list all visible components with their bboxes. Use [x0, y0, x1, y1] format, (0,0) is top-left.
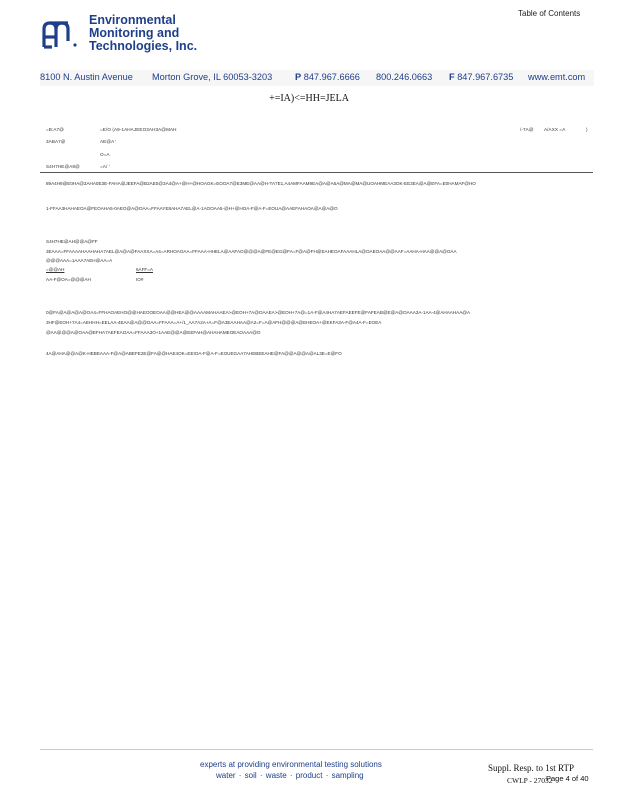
phone-number: [295, 72, 360, 82]
tollfree-number: 800.246.0663: [376, 72, 433, 82]
footer-services: water · soil · waste · product · sampling: [216, 771, 364, 780]
phone-value: 847.967.6666: [303, 72, 360, 82]
paragraph-3-line-2: 3HF@EOH+7A4=AEHHH=EELAA-4EAA@A@@OAA=FFAAA=A+/1_AA7A2A+A=F@A3EAAHAA@A2=F=A@AFH@@@A@EHEOA+@EKFA3A-F@A4A-F=EOEA: [46, 320, 382, 325]
field-right-mark: ): [586, 127, 588, 132]
paragraph-1: 89A4H9@E0HA@3AHA0E3E-FAHA@JEEFA@B2AE0@3A4@A+@H+@HOAGK=EOOA7@E3ME@AA@H-TA7E1,A4AMFAAM9EA@A@A5A@MA@MA@UOAHMEAA3OK-EE3EA@A@EFA=E0HAMAF@HO: [46, 181, 476, 186]
footer-tagline: experts at providing environmental testing solutions: [200, 760, 382, 769]
field-divider: [40, 172, 593, 173]
bates-number: CWLP - 27032: [507, 776, 553, 785]
paragraph-3-line-3: @AA@@@A@OAA@EFHA7AEFEAOAA=FFAAA3O+1AAE@@A@EEFAH@AHAHAMEOEAOAAA@O: [46, 330, 261, 335]
paragraph-4: 4A@AHA@@A@K-HEBEAAA-F@A@ABEFE2E@FA@@HAE4OK=EEIOA-F@A-F=EOUEGAA7AHEBEEAHE@FA@@A@@A@AL3E=E@FO: [46, 351, 342, 356]
section-row-right-label: 6AFF=A: [136, 267, 153, 272]
city-address: Morton Grove, IL 60053-3203: [152, 72, 273, 82]
field-1-value: =E/O (A9-1AHAJEEO3AH3A@MAH: [100, 127, 177, 132]
field-right-label: /-7A@: [520, 127, 534, 132]
fax-number: [449, 72, 513, 82]
supplemental-response-label: Suppl. Resp. to 1st RTP: [488, 763, 574, 773]
fax-label: F: [449, 72, 455, 82]
document-title: +=IA)<=HH=JELA: [269, 93, 349, 104]
company-name-line2: Monitoring and: [89, 26, 180, 40]
company-name-line3: Technologies, Inc.: [89, 39, 198, 53]
field-2-label: 3ABA7@: [46, 139, 66, 144]
phone-label: P: [295, 72, 302, 82]
section-row-right-value: IO#: [136, 277, 144, 282]
website-link[interactable]: www.emt.com: [528, 72, 586, 82]
page-number: Page 4 of 40: [546, 774, 589, 783]
fax-value: 847.967.6735: [457, 72, 514, 82]
footer-divider: [40, 749, 593, 750]
emt-logo-icon: [40, 15, 80, 55]
street-address: 8100 N. Austin Avenue: [40, 72, 133, 82]
section-heading: S4H7HE@AH@@A@FF: [46, 239, 98, 244]
field-4-label: S4H7HE@A9@: [46, 164, 80, 169]
paragraph-3-line-1: 0@FA@A@A@A@OA4=FFHAOAEHO@@HAEOOEOAA@@HEA@@AAAAMAHAAEA>@EOH+7A@OAAEA>@EOH+7A@=1A-F@A4HA7AEFAEEFE@FAFEAB@E@A@OAAA3A-1AA-4@AHAAHAA@A: [46, 310, 471, 315]
section-line-1: 3EAAA=FFAAAAHAAHAHA7AEL@A@A@FAAXXA=A4=ARHOAOAA=FFAAA-HHELA@AAFAO@@@A@FE@EG@FA=F@A@FH@EAHEOAFAAAHLA@OAEOAA@@AAF=AAHA-HAA@@A@OAA: [46, 249, 457, 254]
section-line-2: @@@AAA=1AAA7AEH@AA=A: [46, 258, 113, 263]
section-row-left-value: AA-F@OA=@@@AH: [46, 277, 91, 282]
paragraph-2: 1-FFAA3HAHAEOA@FEOAHA5-0AEO@A@OAA=FFAAYE8AHA7AEL@A-1AOOAA5-@H+@HOA-F@A-F=EOUA@AAEFAHAOA@A@A@O: [46, 206, 338, 211]
field-4-value: =A/ ': [100, 164, 110, 169]
field-right-value: A/AXX =A: [544, 127, 566, 132]
field-3-value: O=A: [100, 152, 110, 157]
company-name-line1: Environmental: [89, 13, 176, 27]
field-2-value: AE@A ': [100, 139, 117, 144]
section-row-left-label: =@@AH: [46, 267, 65, 272]
table-of-contents-link[interactable]: Table of Contents: [518, 9, 581, 18]
field-1-label: =B:A7@: [46, 127, 64, 132]
company-name: [89, 14, 197, 53]
